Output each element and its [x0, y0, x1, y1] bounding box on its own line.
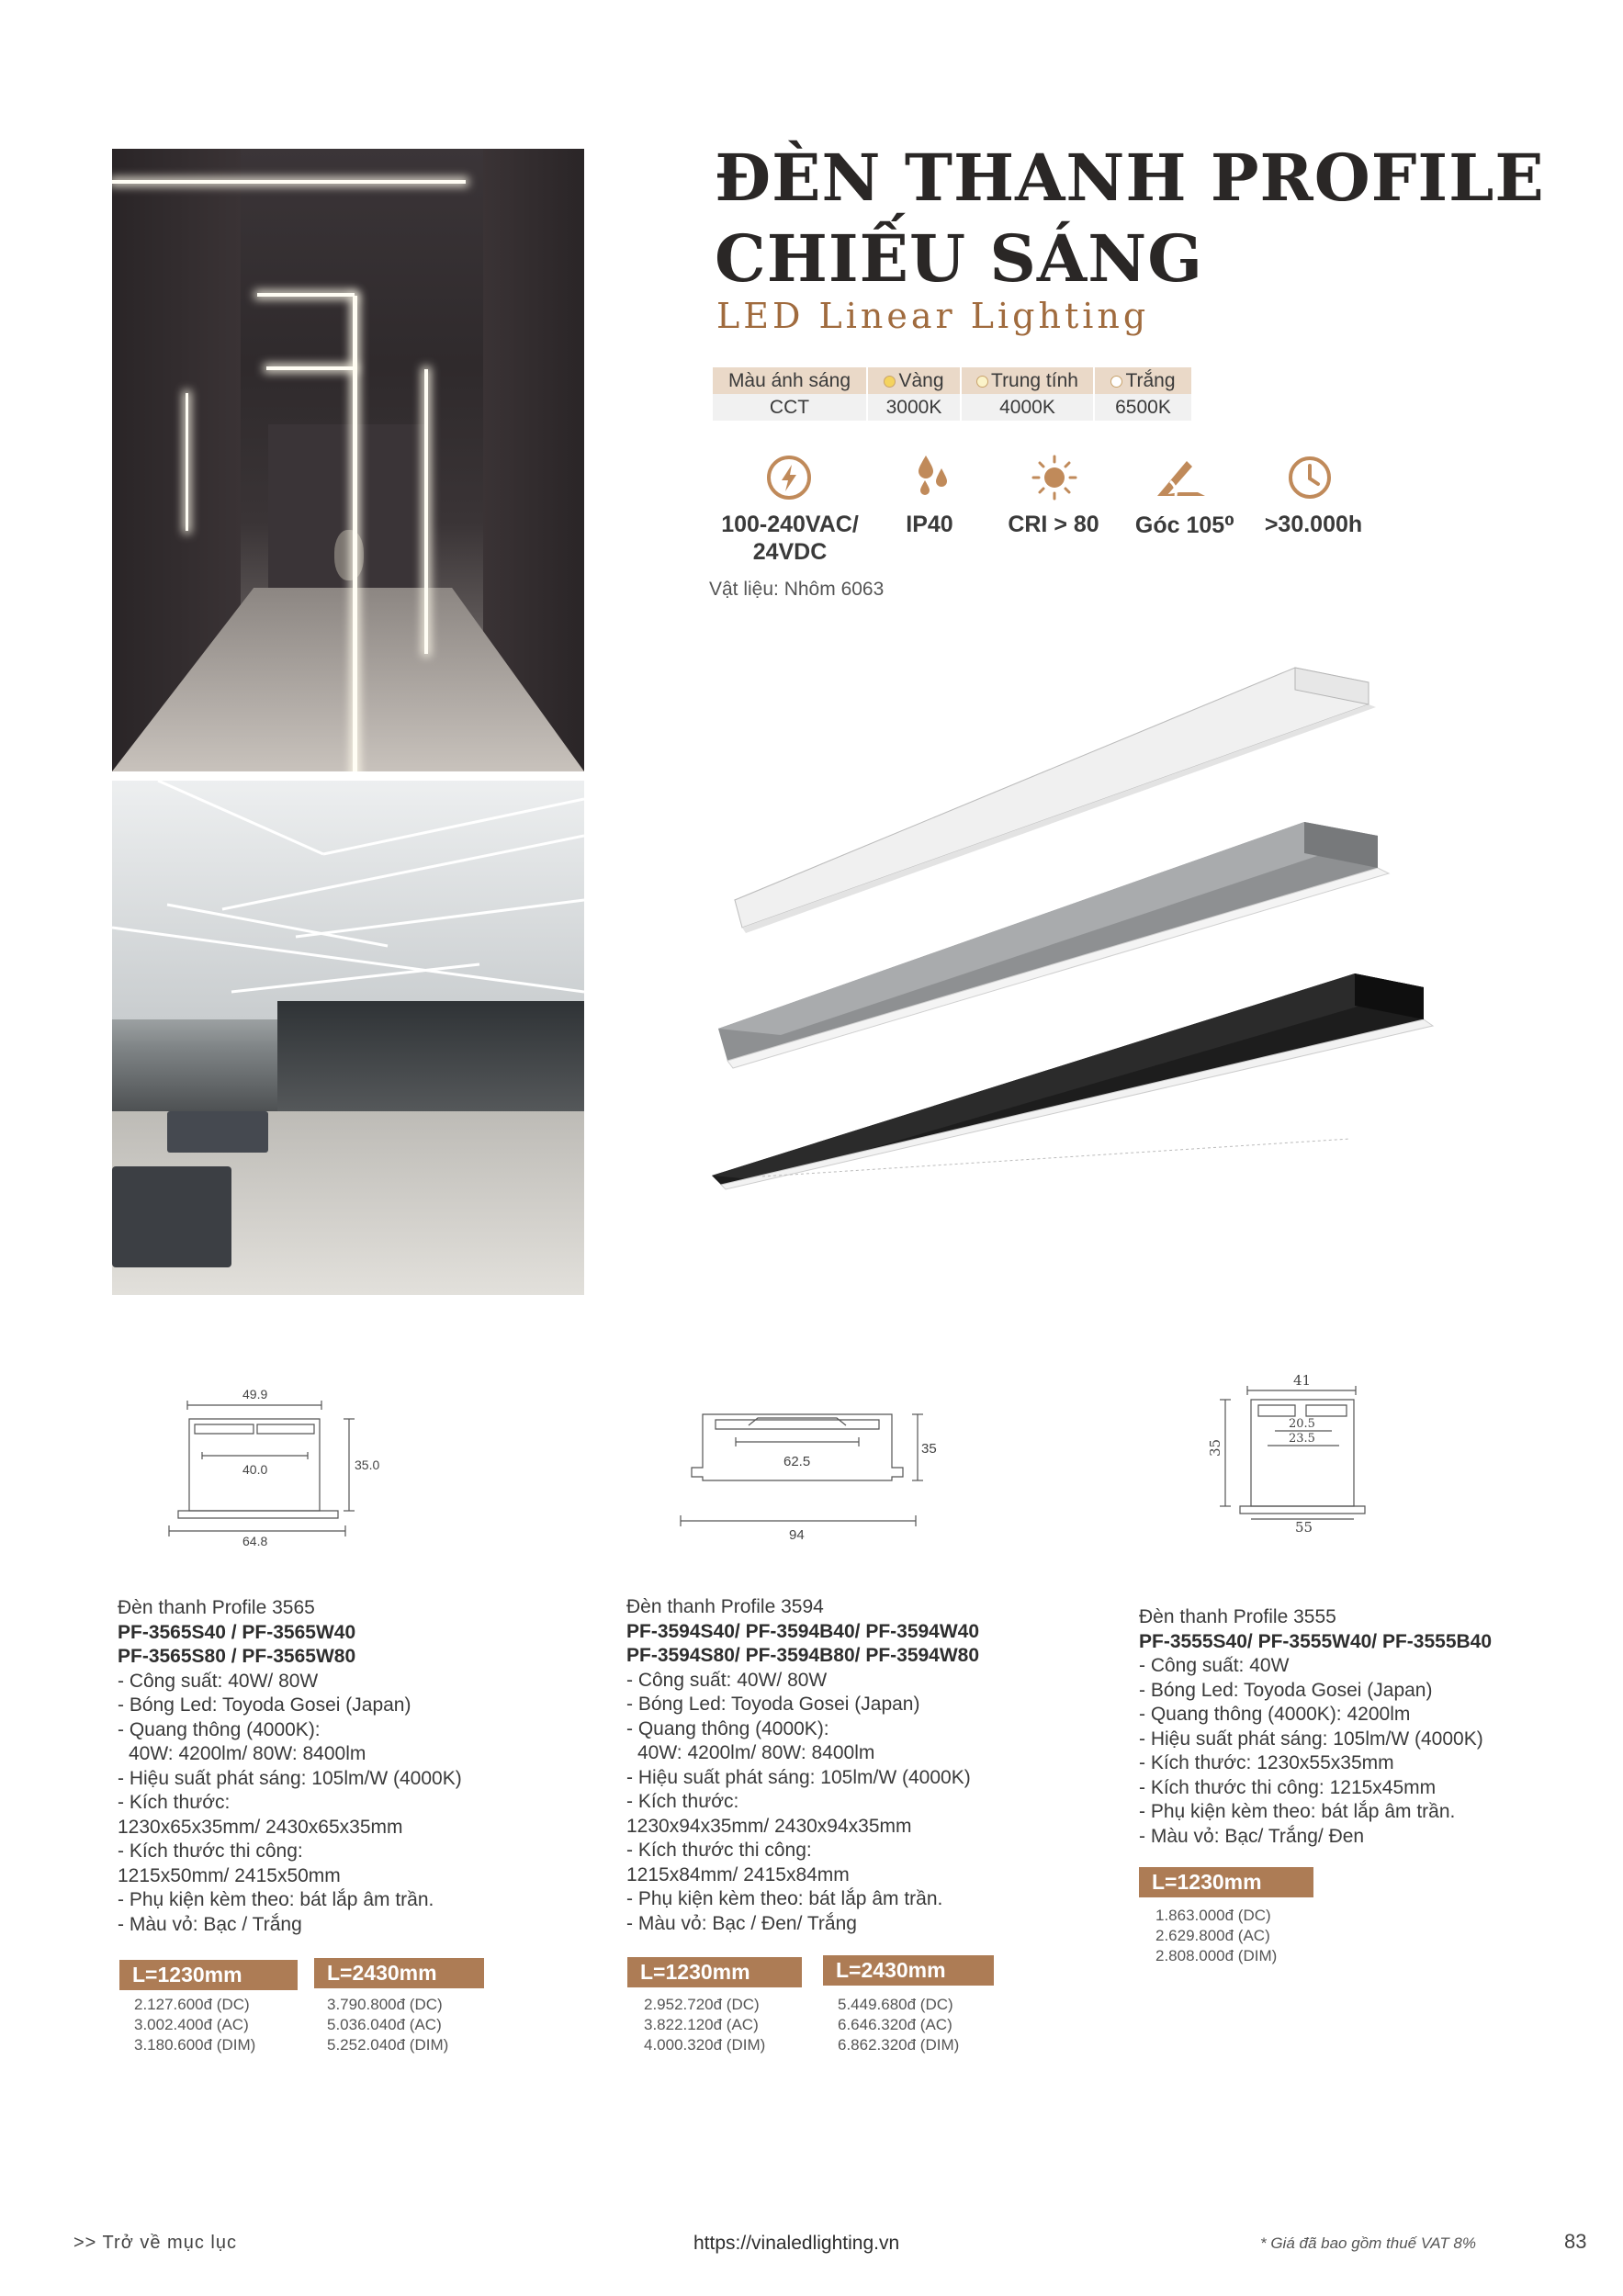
- cct-cell: 6500K: [1094, 394, 1191, 421]
- price-list: [644, 1995, 765, 2055]
- drawing-3555: [1203, 1368, 1405, 1534]
- product-3555: [1139, 1605, 1492, 1849]
- product-3594: [626, 1595, 979, 1936]
- spec-line: - Phụ kiện kèm theo: bát lắp âm trần.: [1139, 1801, 1456, 1822]
- page-subtitle: LED Linear Lighting: [716, 296, 1150, 336]
- spec-line: 1215x50mm/ 2415x50mm: [118, 1864, 341, 1886]
- price-value: 2.127.600đ (DC): [134, 1996, 250, 2013]
- neutral-dot-icon: [976, 376, 988, 388]
- price-value: 2.808.000đ (DIM): [1155, 1947, 1278, 1964]
- spec-line: - Màu vỏ: Bạc / Trắng: [118, 1913, 302, 1935]
- spec-line: - Công suất: 40W/ 80W: [118, 1670, 319, 1692]
- length-badge: L=1230mm: [627, 1957, 802, 1987]
- dim-label: 35.0: [355, 1458, 380, 1472]
- spec-lifetime: >30.000h: [1264, 512, 1363, 537]
- clock-icon: [1286, 454, 1334, 501]
- dim-label: 55: [1295, 1519, 1313, 1534]
- sun-icon: [1031, 454, 1078, 501]
- decor-vase: [334, 530, 364, 580]
- led-line: [112, 180, 466, 184]
- dim-label: 94: [789, 1527, 805, 1543]
- dim-label: 20.5: [1289, 1417, 1315, 1431]
- cct-header-cell: Trắng: [1094, 367, 1191, 394]
- cct-table: [713, 367, 1191, 421]
- price-value: 3.002.400đ (AC): [134, 2016, 249, 2033]
- cct-header-cell: Màu ánh sáng: [713, 367, 867, 394]
- price-value: 5.036.040đ (AC): [327, 2016, 442, 2033]
- spec-line: - Kích thước:: [626, 1791, 739, 1812]
- title-line-1: ĐÈN THANH PROFILE: [715, 140, 1545, 216]
- product-name: Đèn thanh Profile 3565: [118, 1597, 315, 1618]
- spec-ip: IP40: [906, 512, 953, 537]
- price-value: 3.790.800đ (DC): [327, 1996, 443, 2013]
- spec-line: - Công suất: 40W: [1139, 1655, 1290, 1676]
- dim-label: 41: [1293, 1372, 1312, 1389]
- length-badge: L=1230mm: [119, 1960, 298, 1990]
- price-value: 2.952.720đ (DC): [644, 1996, 760, 2013]
- spec-line: 1215x84mm/ 2415x84mm: [626, 1863, 850, 1885]
- dim-label: 35: [921, 1441, 937, 1457]
- length-badge: L=2430mm: [823, 1955, 994, 1986]
- spec-line: - Hiệu suất phát sáng: 105lm/W (4000K): [118, 1767, 462, 1789]
- cct-table-header: [713, 367, 1191, 394]
- water-drops-icon: [909, 450, 957, 498]
- page-number: 83: [1564, 2230, 1587, 2253]
- led-line: [257, 293, 355, 297]
- price-value: 2.629.800đ (AC): [1155, 1927, 1270, 1944]
- product-name: Đèn thanh Profile 3594: [626, 1596, 824, 1617]
- showroom-photo: [112, 781, 584, 1295]
- back-to-contents-link[interactable]: >> Trở về mục lục: [73, 2233, 237, 2253]
- product-code: PF-3555S40/ PF-3555W40/ PF-3555B40: [1139, 1630, 1493, 1652]
- price-value: 4.000.320đ (DIM): [644, 2036, 766, 2054]
- cct-table-row: [713, 394, 1191, 421]
- price-value: 3.822.120đ (AC): [644, 2016, 759, 2033]
- product-code: PF-3565S40 / PF-3565W40: [118, 1621, 356, 1643]
- spec-line: - Quang thông (4000K):: [118, 1718, 321, 1740]
- product-bars-illustration: [698, 657, 1617, 1199]
- title-line-2: CHIẾU SÁNG: [715, 220, 1203, 297]
- cct-header-cell: Vàng: [867, 367, 961, 394]
- corridor-photo: [112, 149, 584, 771]
- cct-cell: 4000K: [961, 394, 1094, 421]
- spec-line: - Hiệu suất phát sáng: 105lm/W (4000K): [1139, 1728, 1483, 1750]
- spec-line: - Quang thông (4000K):: [626, 1717, 829, 1739]
- website-link[interactable]: https://vinaledlighting.vn: [693, 2233, 900, 2254]
- lightning-icon: [765, 454, 813, 501]
- spec-line: - Màu vỏ: Bạc / Đen/ Trắng: [626, 1912, 857, 1934]
- spec-voltage: 100-240VAC/ 24VDC: [721, 512, 859, 565]
- spec-line: - Công suất: 40W/ 80W: [626, 1669, 828, 1691]
- price-list: [1155, 1906, 1277, 1966]
- dim-label: 64.8: [242, 1534, 268, 1548]
- spec-line: - Bóng Led: Toyoda Gosei (Japan): [118, 1694, 411, 1716]
- material-text: Vật liệu: Nhôm 6063: [709, 579, 885, 600]
- price-value: 5.449.680đ (DC): [838, 1996, 953, 2013]
- dim-label: 23.5: [1289, 1432, 1315, 1446]
- spec-line: - Quang thông (4000K): 4200lm: [1139, 1704, 1411, 1725]
- spec-line: - Phụ kiện kèm theo: bát lắp âm trần.: [118, 1889, 434, 1910]
- product-code: PF-3565S80 / PF-3565W80: [118, 1646, 356, 1667]
- spec-line: - Màu vỏ: Bạc/ Trắng/ Đen: [1139, 1825, 1365, 1847]
- drawing-3565: [165, 1382, 395, 1548]
- drawing-3594: [675, 1405, 937, 1548]
- led-line: [424, 369, 428, 654]
- led-line: [186, 393, 188, 531]
- spec-line: 40W: 4200lm/ 80W: 8400lm: [637, 1742, 875, 1763]
- page-title: [715, 138, 1545, 299]
- sofa: [167, 1111, 268, 1153]
- length-badge: L=2430mm: [314, 1958, 484, 1988]
- product-code: PF-3594S80/ PF-3594B80/ PF-3594W80: [626, 1645, 980, 1666]
- cct-cell: 3000K: [867, 394, 961, 421]
- dim-label: 62.5: [783, 1454, 811, 1469]
- angle-icon: [1154, 454, 1209, 501]
- product-3565: [118, 1596, 462, 1937]
- price-value: 6.646.320đ (AC): [838, 2016, 952, 2033]
- price-list: [327, 1995, 448, 2055]
- price-value: 6.862.320đ (DIM): [838, 2036, 960, 2054]
- price-value: 3.180.600đ (DIM): [134, 2036, 256, 2054]
- spec-line: 1230x65x35mm/ 2430x65x35mm: [118, 1816, 403, 1838]
- spec-line: - Bóng Led: Toyoda Gosei (Japan): [626, 1694, 920, 1715]
- product-code: PF-3594S40/ PF-3594B40/ PF-3594W40: [626, 1620, 980, 1642]
- spec-line: 1230x94x35mm/ 2430x94x35mm: [626, 1815, 912, 1837]
- spec-line: - Kích thước thi công:: [118, 1840, 303, 1862]
- cct-header-cell: Trung tính: [961, 367, 1094, 394]
- spec-line: 40W: 4200lm/ 80W: 8400lm: [129, 1743, 366, 1764]
- price-list: [838, 1995, 959, 2055]
- yellow-dot-icon: [884, 376, 896, 388]
- sofa: [112, 1166, 231, 1267]
- spec-line: - Hiệu suất phát sáng: 105lm/W (4000K): [626, 1766, 971, 1788]
- price-list: [134, 1995, 255, 2055]
- spec-line: - Kích thước thi công:: [626, 1840, 812, 1861]
- spec-line: - Kích thước:: [118, 1792, 231, 1813]
- price-value: 1.863.000đ (DC): [1155, 1907, 1271, 1924]
- led-line: [266, 366, 355, 370]
- spec-line: - Kích thước thi công: 1215x45mm: [1139, 1776, 1437, 1798]
- dim-label: 35: [1207, 1438, 1223, 1457]
- spec-line: - Phụ kiện kèm theo: bát lắp âm trần.: [626, 1888, 943, 1909]
- price-value: 5.252.040đ (DIM): [327, 2036, 449, 2054]
- dim-label: 40.0: [242, 1462, 268, 1477]
- product-name: Đèn thanh Profile 3555: [1139, 1606, 1336, 1627]
- spec-cri: CRI > 80: [1008, 512, 1099, 537]
- spec-angle: Góc 105⁰: [1134, 512, 1235, 538]
- white-dot-icon: [1110, 376, 1122, 388]
- spec-line: - Bóng Led: Toyoda Gosei (Japan): [1139, 1679, 1433, 1701]
- cct-cell: CCT: [713, 394, 867, 421]
- vat-note: * Giá đã bao gồm thuế VAT 8%: [1260, 2234, 1476, 2252]
- ceiling-led-lines: [112, 781, 584, 1056]
- dim-label: 49.9: [242, 1387, 268, 1401]
- spec-line: - Kích thước: 1230x55x35mm: [1139, 1752, 1394, 1773]
- length-badge: L=1230mm: [1139, 1867, 1313, 1897]
